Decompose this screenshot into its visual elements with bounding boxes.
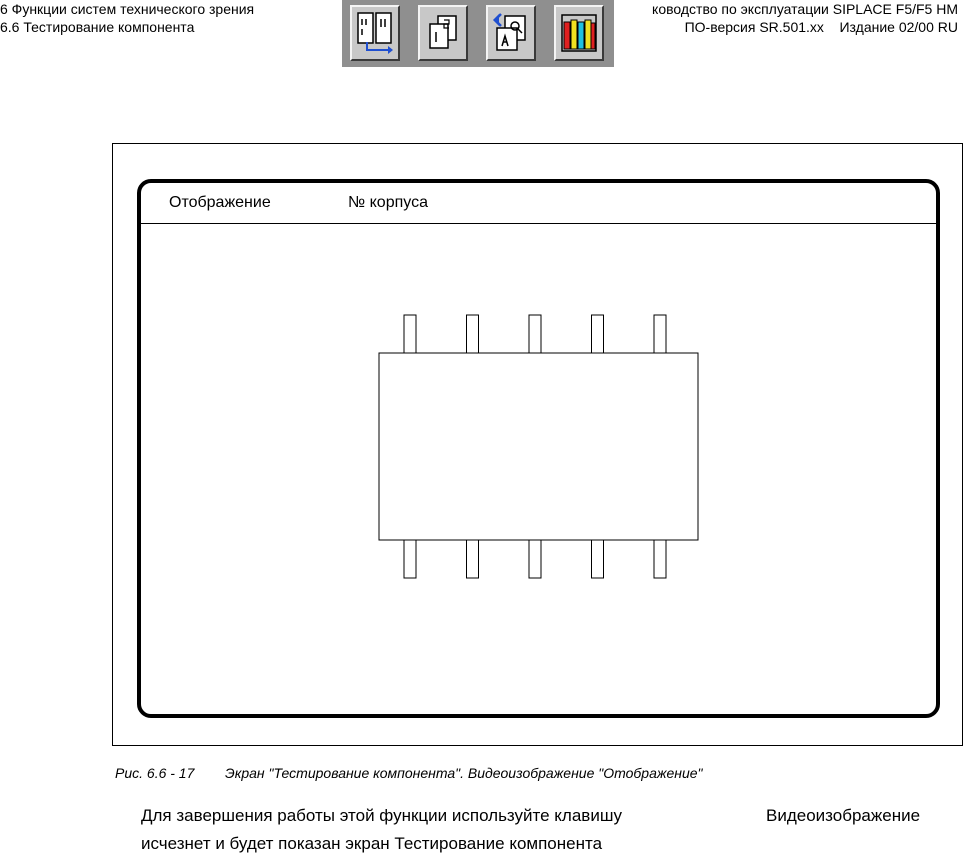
header-right bbox=[652, 0, 958, 36]
pin-top bbox=[592, 315, 604, 353]
search-document-icon bbox=[491, 10, 531, 56]
pin-top bbox=[654, 315, 666, 353]
search-button[interactable] bbox=[486, 5, 536, 61]
body-line-1: Для завершения работы этой функции используйте клавишу bbox=[141, 806, 622, 825]
pages-icon bbox=[423, 10, 463, 56]
component-view bbox=[141, 183, 936, 714]
manual-title: ководство по эксплуатации SIPLACE F5/F5 HM bbox=[652, 1, 958, 17]
menu-case-number[interactable]: № корпуса bbox=[348, 194, 428, 211]
contents-columns-icon bbox=[355, 10, 395, 56]
pin-bottom bbox=[404, 540, 416, 578]
pin-bottom bbox=[529, 540, 541, 578]
pin-top bbox=[529, 315, 541, 353]
software-version: ПО-версия SR.501.xx bbox=[684, 19, 824, 35]
body-line-2: исчезнет и будет показан экран Тестирование компонента bbox=[141, 834, 603, 853]
figure-frame bbox=[112, 143, 963, 746]
pin-top bbox=[467, 315, 479, 353]
pin-top bbox=[404, 315, 416, 353]
pages-button[interactable] bbox=[418, 5, 468, 61]
contents-button[interactable] bbox=[350, 5, 400, 61]
navigation-toolbar bbox=[342, 0, 614, 67]
pin-bottom bbox=[654, 540, 666, 578]
pin-bottom bbox=[467, 540, 479, 578]
component-test-screen bbox=[137, 179, 940, 718]
chapter-title: 6 Функции систем технического зрения bbox=[0, 1, 255, 17]
caption-text: Экран "Тестирование компонента". Видеоизображение "Отображение" bbox=[225, 765, 703, 781]
books-library-icon bbox=[559, 10, 599, 56]
pins-top bbox=[404, 315, 666, 353]
pins-bottom bbox=[404, 540, 666, 578]
body-line-1-right: Видеоизображение bbox=[766, 806, 921, 825]
library-button[interactable] bbox=[554, 5, 604, 61]
version-line bbox=[652, 18, 958, 36]
header-left bbox=[0, 0, 254, 36]
caption-label: Рис. 6.6 - 17 bbox=[115, 765, 195, 781]
component-body bbox=[379, 353, 698, 540]
edition: Издание 02/00 RU bbox=[839, 19, 958, 35]
section-title: 6.6 Тестирование компонента bbox=[0, 19, 195, 35]
figure-caption bbox=[115, 765, 703, 781]
menu-display[interactable]: Отображение bbox=[169, 194, 271, 211]
pin-bottom bbox=[592, 540, 604, 578]
